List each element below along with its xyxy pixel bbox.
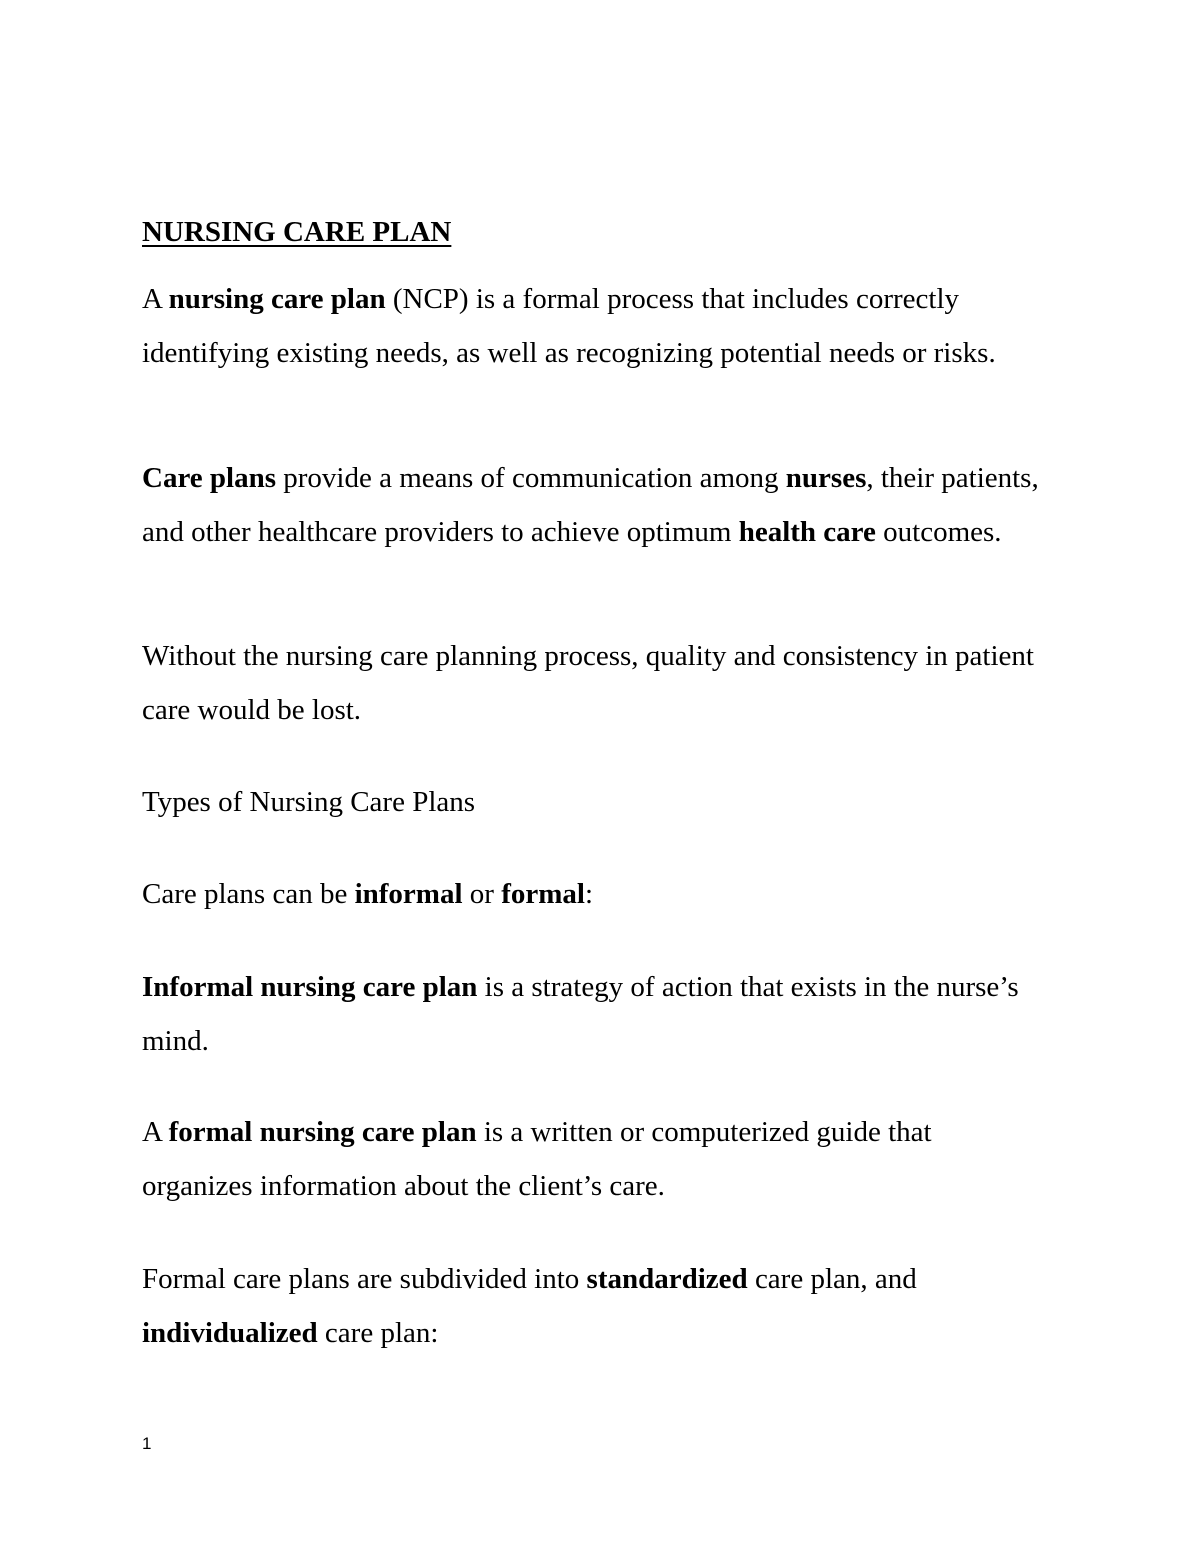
paragraph-care-plans-communication: [142, 451, 1042, 559]
text-run: is a written or computerized guide that organizes information about the client’s care.: [142, 1116, 932, 1202]
text-run: A: [142, 283, 169, 315]
text-run: provide a means of communication among: [276, 462, 786, 494]
text-run: , their patients, and other healthcare providers to achieve optimum: [142, 462, 1039, 548]
text-run: care plan, and: [747, 1263, 917, 1295]
text-run: is a strategy of action that exists in the nurse’s mind.: [142, 971, 1019, 1057]
text-run: care plan:: [317, 1317, 439, 1349]
bold-term: informal: [354, 878, 463, 910]
text-run: or: [462, 878, 502, 910]
text-run: (NCP) is a formal process that includes correctly identifying existing needs, as well as recognizing potential needs or risks.: [142, 283, 996, 369]
paragraph-ncp-definition: [142, 272, 1042, 380]
text-run: Formal care plans are subdivided into: [142, 1263, 587, 1295]
paragraph-formal-plan: [142, 1105, 1042, 1213]
text-run: outcomes.: [875, 516, 1002, 548]
bold-term: nursing care plan: [168, 283, 386, 315]
bold-term: formal nursing care plan: [168, 1116, 477, 1148]
bold-term: Care plans: [142, 462, 277, 494]
text-run: :: [584, 878, 593, 910]
paragraph-informal-plan: [142, 960, 1042, 1068]
bold-term: individualized: [142, 1317, 318, 1349]
bold-term: formal: [501, 878, 585, 910]
bold-term: standardized: [586, 1263, 748, 1295]
bold-term: nurses: [785, 462, 867, 494]
text-run: Care plans can be: [142, 878, 355, 910]
bold-term: health care: [738, 516, 876, 548]
bold-term: Informal nursing care plan: [142, 971, 478, 1003]
paragraph-formal-subdivided: [142, 1252, 1042, 1360]
page-number: 1: [142, 1434, 152, 1453]
paragraph-informal-or-formal: [142, 867, 1042, 921]
paragraph-without-planning: Without the nursing care planning process, quality and consistency in patient care would be lost.: [142, 640, 1034, 726]
document-title: NURSING CARE PLAN: [142, 216, 452, 248]
text-run: A: [142, 1116, 169, 1148]
section-heading-types: Types of Nursing Care Plans: [142, 786, 476, 818]
